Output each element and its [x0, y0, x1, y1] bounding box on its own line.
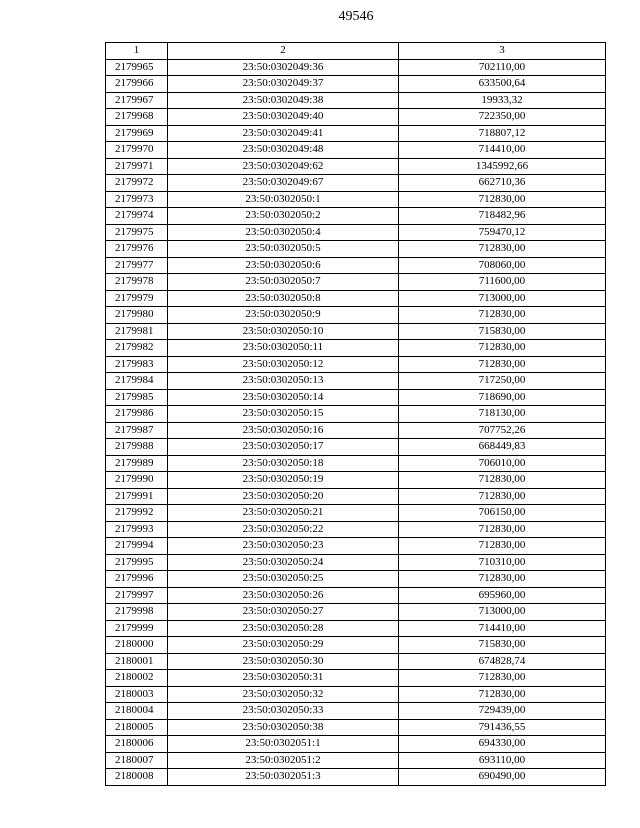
record-number-cell: 2179966: [106, 76, 168, 93]
table-row: [106, 142, 606, 159]
cadastral-number-cell: 23:50:0302050:31: [168, 670, 399, 687]
cadastral-number-cell: 23:50:0302050:7: [168, 274, 399, 291]
table-row: [106, 686, 606, 703]
value-cell: 715830,00: [399, 323, 606, 340]
cadastral-number-cell: 23:50:0302050:9: [168, 307, 399, 324]
value-cell: 712830,00: [399, 307, 606, 324]
table-row: [106, 670, 606, 687]
value-cell: 711600,00: [399, 274, 606, 291]
cadastral-number-cell: 23:50:0302050:2: [168, 208, 399, 225]
record-number-cell: 2179983: [106, 356, 168, 373]
value-cell: 717250,00: [399, 373, 606, 390]
cadastral-number-cell: 23:50:0302049:41: [168, 125, 399, 142]
table-row: [106, 109, 606, 126]
cadastral-number-cell: 23:50:0302050:5: [168, 241, 399, 258]
record-number-cell: 2179997: [106, 587, 168, 604]
table-row: [106, 719, 606, 736]
cadastral-number-cell: 23:50:0302050:1: [168, 191, 399, 208]
record-number-cell: 2180001: [106, 653, 168, 670]
table-row: [106, 356, 606, 373]
table-row: [106, 191, 606, 208]
value-cell: 693110,00: [399, 752, 606, 769]
record-number-cell: 2180005: [106, 719, 168, 736]
column-header-1: 1: [106, 43, 168, 60]
table-row: [106, 290, 606, 307]
cadastral-number-cell: 23:50:0302049:62: [168, 158, 399, 175]
cadastral-number-cell: 23:50:0302050:16: [168, 422, 399, 439]
cadastral-number-cell: 23:50:0302050:38: [168, 719, 399, 736]
record-number-cell: 2179990: [106, 472, 168, 489]
cadastral-number-cell: 23:50:0302049:38: [168, 92, 399, 109]
table-row: [106, 488, 606, 505]
record-number-cell: 2179968: [106, 109, 168, 126]
table-row: [106, 323, 606, 340]
page-number: 49546: [338, 9, 374, 24]
table-row: [106, 604, 606, 621]
record-number-cell: 2179999: [106, 620, 168, 637]
record-number-cell: 2179991: [106, 488, 168, 505]
cadastral-number-cell: 23:50:0302050:25: [168, 571, 399, 588]
record-number-cell: 2179976: [106, 241, 168, 258]
table-row: [106, 125, 606, 142]
table-header-row: [106, 43, 606, 60]
value-cell: 722350,00: [399, 109, 606, 126]
record-number-cell: 2179981: [106, 323, 168, 340]
record-number-cell: 2179965: [106, 59, 168, 76]
cadastral-number-cell: 23:50:0302049:48: [168, 142, 399, 159]
value-cell: 707752,26: [399, 422, 606, 439]
table-row: [106, 224, 606, 241]
value-cell: 710310,00: [399, 554, 606, 571]
cadastral-number-cell: 23:50:0302049:37: [168, 76, 399, 93]
value-cell: 714410,00: [399, 142, 606, 159]
record-number-cell: 2179980: [106, 307, 168, 324]
value-cell: 690490,00: [399, 769, 606, 786]
value-cell: 718130,00: [399, 406, 606, 423]
value-cell: 718807,12: [399, 125, 606, 142]
table-row: [106, 241, 606, 258]
value-cell: 715830,00: [399, 637, 606, 654]
record-number-cell: 2180004: [106, 703, 168, 720]
table-body: [106, 59, 606, 785]
value-cell: 712830,00: [399, 538, 606, 555]
table-row: [106, 620, 606, 637]
table-row: [106, 472, 606, 489]
table-row: [106, 307, 606, 324]
record-number-cell: 2179993: [106, 521, 168, 538]
cadastral-number-cell: 23:50:0302050:6: [168, 257, 399, 274]
value-cell: 712830,00: [399, 521, 606, 538]
value-cell: 712830,00: [399, 472, 606, 489]
record-number-cell: 2179974: [106, 208, 168, 225]
table-row: [106, 340, 606, 357]
cadastral-number-cell: 23:50:0302050:12: [168, 356, 399, 373]
value-cell: 694330,00: [399, 736, 606, 753]
value-cell: 791436,55: [399, 719, 606, 736]
record-number-cell: 2179995: [106, 554, 168, 571]
value-cell: 706010,00: [399, 455, 606, 472]
value-cell: 712830,00: [399, 686, 606, 703]
value-cell: 674828,74: [399, 653, 606, 670]
record-number-cell: 2179977: [106, 257, 168, 274]
record-number-cell: 2180007: [106, 752, 168, 769]
record-number-cell: 2180003: [106, 686, 168, 703]
table-row: [106, 208, 606, 225]
cadastral-number-cell: 23:50:0302050:13: [168, 373, 399, 390]
value-cell: 19933,32: [399, 92, 606, 109]
table-row: [106, 769, 606, 786]
table-row: [106, 92, 606, 109]
record-number-cell: 2179972: [106, 175, 168, 192]
value-cell: 712830,00: [399, 241, 606, 258]
value-cell: 695960,00: [399, 587, 606, 604]
record-number-cell: 2179989: [106, 455, 168, 472]
cadastral-number-cell: 23:50:0302050:15: [168, 406, 399, 423]
record-number-cell: 2179973: [106, 191, 168, 208]
cadastral-number-cell: 23:50:0302050:8: [168, 290, 399, 307]
record-number-cell: 2180006: [106, 736, 168, 753]
cadastral-number-cell: 23:50:0302050:23: [168, 538, 399, 555]
value-cell: 712830,00: [399, 571, 606, 588]
cadastral-number-cell: 23:50:0302051:2: [168, 752, 399, 769]
table-row: [106, 175, 606, 192]
table-row: [106, 554, 606, 571]
value-cell: 759470,12: [399, 224, 606, 241]
record-number-cell: 2180000: [106, 637, 168, 654]
record-number-cell: 2179987: [106, 422, 168, 439]
table-row: [106, 274, 606, 291]
value-cell: 718482,96: [399, 208, 606, 225]
cadastral-number-cell: 23:50:0302051:1: [168, 736, 399, 753]
table-row: [106, 538, 606, 555]
cadastral-number-cell: 23:50:0302050:11: [168, 340, 399, 357]
cadastral-number-cell: 23:50:0302050:32: [168, 686, 399, 703]
table-row: [106, 752, 606, 769]
value-cell: 662710,36: [399, 175, 606, 192]
table-row: [106, 439, 606, 456]
value-cell: 712830,00: [399, 670, 606, 687]
cadastral-number-cell: 23:50:0302050:29: [168, 637, 399, 654]
value-cell: 712830,00: [399, 356, 606, 373]
table-row: [106, 505, 606, 522]
value-cell: 706150,00: [399, 505, 606, 522]
cadastral-number-cell: 23:50:0302049:36: [168, 59, 399, 76]
value-cell: 708060,00: [399, 257, 606, 274]
value-cell: 633500,64: [399, 76, 606, 93]
table-row: [106, 736, 606, 753]
cadastral-number-cell: 23:50:0302050:26: [168, 587, 399, 604]
table-row: [106, 422, 606, 439]
record-number-cell: 2179986: [106, 406, 168, 423]
cadastral-number-cell: 23:50:0302050:30: [168, 653, 399, 670]
table-row: [106, 406, 606, 423]
registry-table: [105, 42, 606, 786]
table-row: [106, 703, 606, 720]
column-header-2: 2: [168, 43, 399, 60]
value-cell: 713000,00: [399, 604, 606, 621]
table-row: [106, 571, 606, 588]
record-number-cell: 2179994: [106, 538, 168, 555]
cadastral-number-cell: 23:50:0302050:18: [168, 455, 399, 472]
table-row: [106, 521, 606, 538]
cadastral-number-cell: 23:50:0302050:22: [168, 521, 399, 538]
record-number-cell: 2179988: [106, 439, 168, 456]
table-row: [106, 76, 606, 93]
value-cell: 702110,00: [399, 59, 606, 76]
value-cell: 713000,00: [399, 290, 606, 307]
cadastral-number-cell: 23:50:0302050:4: [168, 224, 399, 241]
record-number-cell: 2179982: [106, 340, 168, 357]
cadastral-number-cell: 23:50:0302049:40: [168, 109, 399, 126]
value-cell: 668449,83: [399, 439, 606, 456]
cadastral-number-cell: 23:50:0302050:21: [168, 505, 399, 522]
record-number-cell: 2179969: [106, 125, 168, 142]
table-row: [106, 455, 606, 472]
record-number-cell: 2179992: [106, 505, 168, 522]
value-cell: 714410,00: [399, 620, 606, 637]
cadastral-number-cell: 23:50:0302050:10: [168, 323, 399, 340]
record-number-cell: 2179979: [106, 290, 168, 307]
cadastral-number-cell: 23:50:0302050:20: [168, 488, 399, 505]
record-number-cell: 2179984: [106, 373, 168, 390]
value-cell: 729439,00: [399, 703, 606, 720]
record-number-cell: 2180002: [106, 670, 168, 687]
cadastral-number-cell: 23:50:0302050:19: [168, 472, 399, 489]
record-number-cell: 2179967: [106, 92, 168, 109]
record-number-cell: 2179970: [106, 142, 168, 159]
table-row: [106, 653, 606, 670]
column-header-3: 3: [399, 43, 606, 60]
cadastral-number-cell: 23:50:0302051:3: [168, 769, 399, 786]
table-row: [106, 257, 606, 274]
cadastral-number-cell: 23:50:0302050:24: [168, 554, 399, 571]
table-row: [106, 587, 606, 604]
record-number-cell: 2179978: [106, 274, 168, 291]
value-cell: 712830,00: [399, 191, 606, 208]
value-cell: 1345992,66: [399, 158, 606, 175]
record-number-cell: 2179975: [106, 224, 168, 241]
value-cell: 712830,00: [399, 340, 606, 357]
cadastral-number-cell: 23:50:0302050:33: [168, 703, 399, 720]
record-number-cell: 2179971: [106, 158, 168, 175]
cadastral-number-cell: 23:50:0302050:17: [168, 439, 399, 456]
table-row: [106, 59, 606, 76]
record-number-cell: 2179998: [106, 604, 168, 621]
cadastral-number-cell: 23:50:0302049:67: [168, 175, 399, 192]
table-row: [106, 637, 606, 654]
table-row: [106, 373, 606, 390]
value-cell: 718690,00: [399, 389, 606, 406]
cadastral-number-cell: 23:50:0302050:14: [168, 389, 399, 406]
table-row: [106, 158, 606, 175]
table-row: [106, 389, 606, 406]
cadastral-number-cell: 23:50:0302050:28: [168, 620, 399, 637]
record-number-cell: 2179985: [106, 389, 168, 406]
value-cell: 712830,00: [399, 488, 606, 505]
cadastral-number-cell: 23:50:0302050:27: [168, 604, 399, 621]
record-number-cell: 2180008: [106, 769, 168, 786]
record-number-cell: 2179996: [106, 571, 168, 588]
